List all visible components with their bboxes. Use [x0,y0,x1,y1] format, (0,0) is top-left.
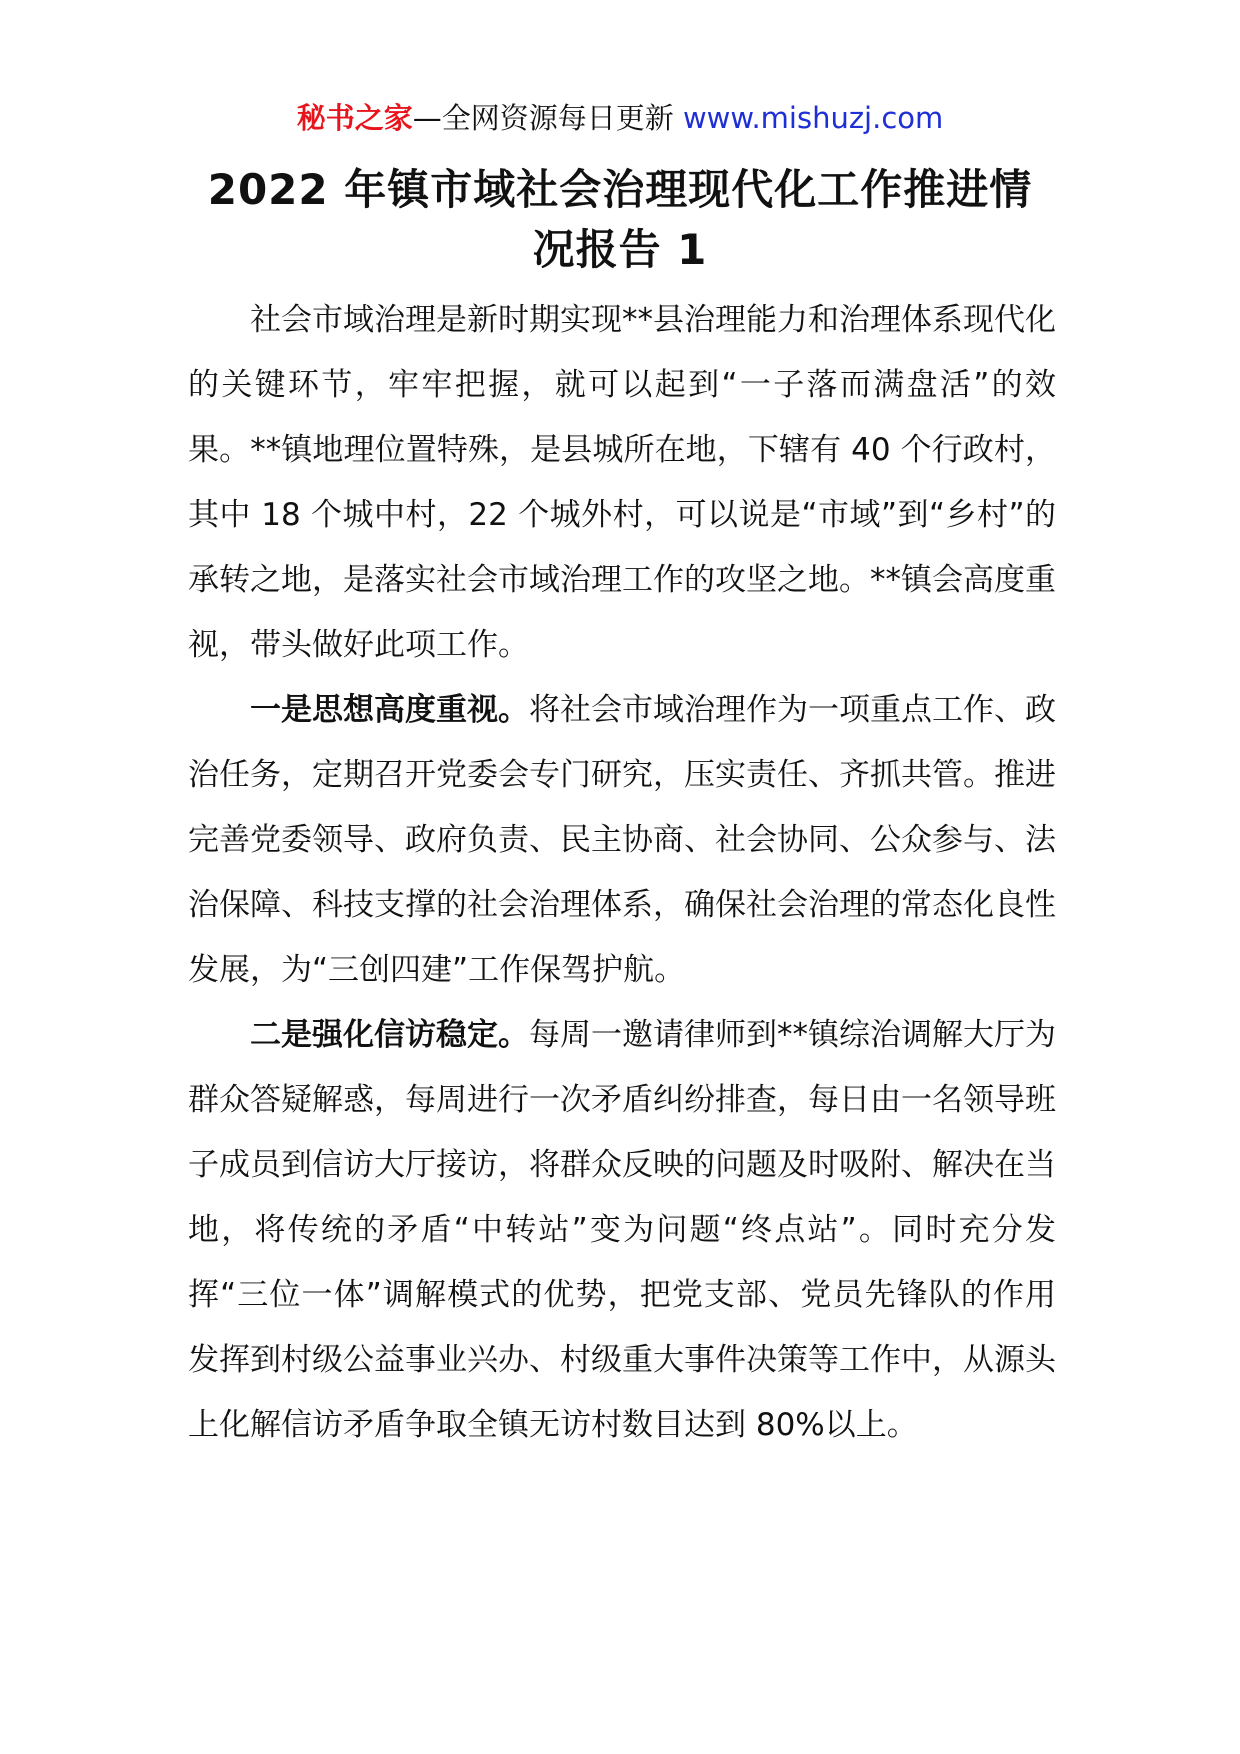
header-brand: 秘书之家 [296,101,413,135]
document-body [188,288,1056,1458]
paragraph-lead: 一是思想高度重视。 [250,692,529,728]
site-header [0,98,1240,138]
paragraph-intro [188,288,1056,678]
document-title [150,160,1090,280]
header-url-link[interactable]: www.mishuzj.com [682,101,944,135]
document-title-line-2: 况报告 1 [532,225,708,274]
paragraph-point-1 [188,678,1056,1003]
paragraph-lead: 二是强化信访稳定。 [250,1017,529,1053]
paragraph-point-2 [188,1003,1056,1458]
paragraph-text: 社会市域治理是新时期实现**县治理能力和治理体系现代化的关键环节，牢牢把握，就可以起到“一子落而满盘活”的效果。**镇地理位置特殊，是县城所在地，下辖有 40 个行政村，其中 18 个城中村，22 个城外村，可以说是“市域”到“乡村”的承转之地，是落实社会市域治理工作的攻坚之地。**镇会高度重视，带头做好此项工作。 [188,302,1056,663]
document-title-line-1: 2022 年镇市域社会治理现代化工作推进情 [207,165,1033,214]
header-slogan: —全网资源每日更新 [412,101,674,135]
paragraph-text: 每周一邀请律师到**镇综治调解大厅为群众答疑解惑，每周进行一次矛盾纠纷排查，每日由一名领导班子成员到信访大厅接访，将群众反映的问题及时吸附、解决在当地，将传统的矛盾“中转站”变为问题“终点站”。同时充分发挥“三位一体”调解模式的优势，把党支部、党员先锋队的作用发挥到村级公益事业兴办、村级重大事件决策等工作中，从源头上化解信访矛盾争取全镇无访村数目达到 80%以上。 [188,1017,1056,1443]
paragraph-text: 将社会市域治理作为一项重点工作、政治任务，定期召开党委会专门研究，压实责任、齐抓共管。推进完善党委领导、政府负责、民主协商、社会协同、公众参与、法治保障、科技支撑的社会治理体系，确保社会治理的常态化良性发展，为“三创四建”工作保驾护航。 [188,692,1056,988]
